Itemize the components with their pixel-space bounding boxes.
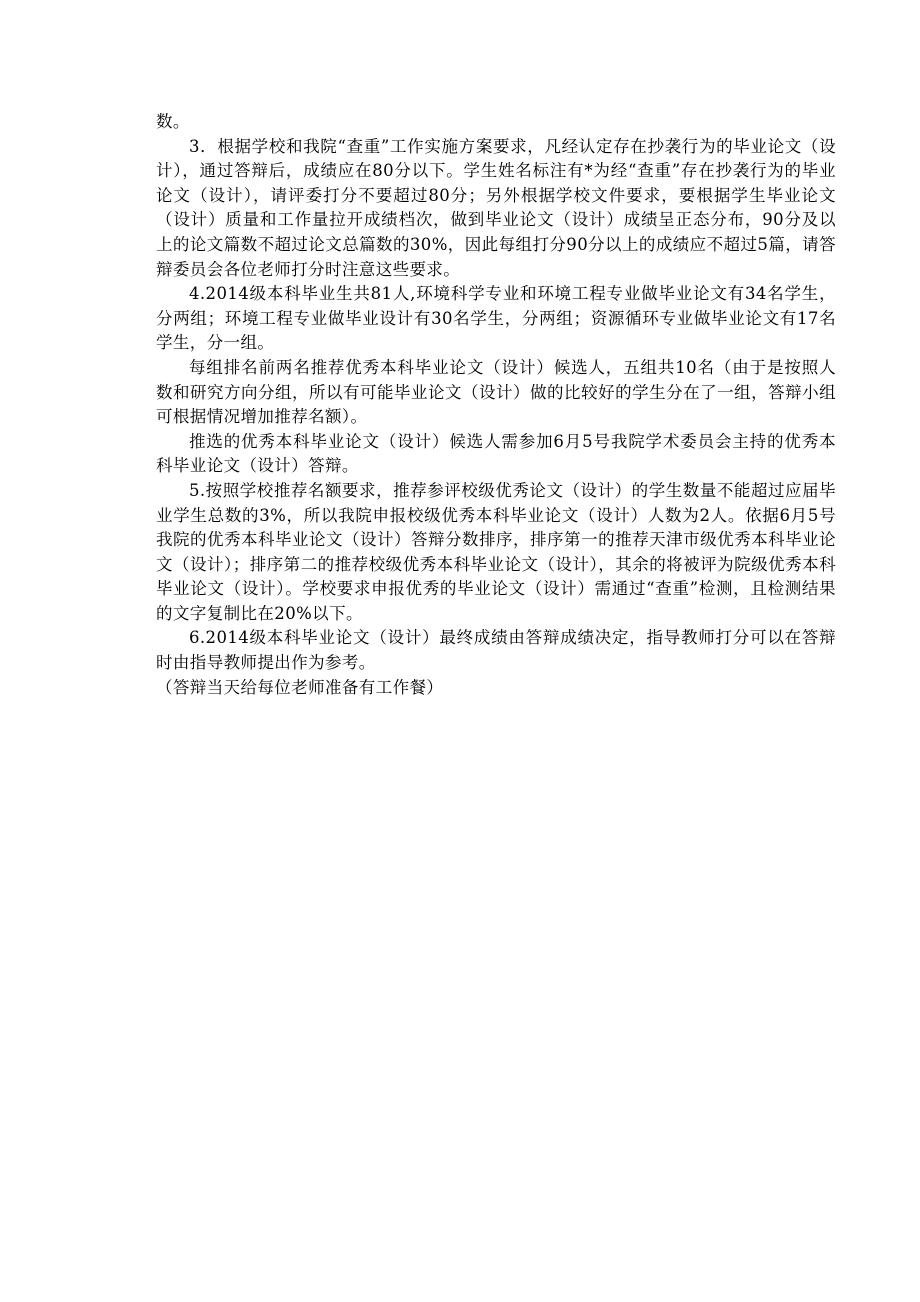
paragraph-candidate-defense: 推选的优秀本科毕业论文（设计）候选人需参加6月5号我院学术委员会主持的优秀本科毕业论文（设计）答辩。 — [156, 431, 836, 476]
meal-note: （答辩当天给每位老师准备有工作餐） — [156, 677, 444, 697]
paragraph-item-3-plagiarism-check: 3．根据学校和我院“查重”工作实施方案要求，凡经认定存在抄袭行为的毕业论文（设计），通过答辩后，成绩应在80分以下。学生姓名标注有*为经“查重”存在抄袭行为的毕业论文（设计），请评委打分不要超过80分；另外根据学校文件要求，要根据学生毕业论文（设计）质量和工作量拉开成绩档次，做到毕业论文（设计）成绩呈正态分布，90分及以上的论文篇数不超过论文总篇数的30%，因此每组打分90分以上的成绩应不超过5篇，请答辩委员会各位老师打分时注意这些要求。 — [156, 136, 836, 279]
document-body — [156, 110, 836, 700]
paragraph-item-6-final-grade: 6.2014级本科毕业论文（设计）最终成绩由答辩成绩决定，指导教师打分可以在答辩时由指导教师提出作为参考。 — [156, 628, 836, 673]
paragraph-item-5-quota: 5.按照学校推荐名额要求，推荐参评校级优秀论文（设计）的学生数量不能超过应届毕业学生总数的3%，所以我院申报校级优秀本科毕业论文（设计）人数为2人。依据6月5号我院的优秀本科毕业论文（设计）答辩分数排序，排序第一的推荐天津市级优秀本科毕业论文（设计）；排序第二的推荐校级优秀本科毕业论文（设计），其余的将被评为院级优秀本科毕业论文（设计）。学校要求申报优秀的毕业论文（设计）需通过“查重”检测，且检测结果的文字复制比在20%以下。 — [156, 480, 836, 623]
paragraph-item-4-student-groups: 4.2014级本科毕业生共81人,环境科学专业和环境工程专业做毕业论文有34名学生，分两组；环境工程专业做毕业设计有30名学生，分两组；资源循环专业做毕业论文有17名学生，分一组。 — [156, 284, 836, 353]
paragraph-recommendation-candidates: 每组排名前两名推荐优秀本科毕业论文（设计）候选人，五组共10名（由于是按照人数和研究方向分组，所以有可能毕业论文（设计）做的比较好的学生分在了一组，答辩小组可根据情况增加推荐名额）。 — [156, 357, 836, 427]
continuation-line: 数。 — [156, 112, 190, 131]
